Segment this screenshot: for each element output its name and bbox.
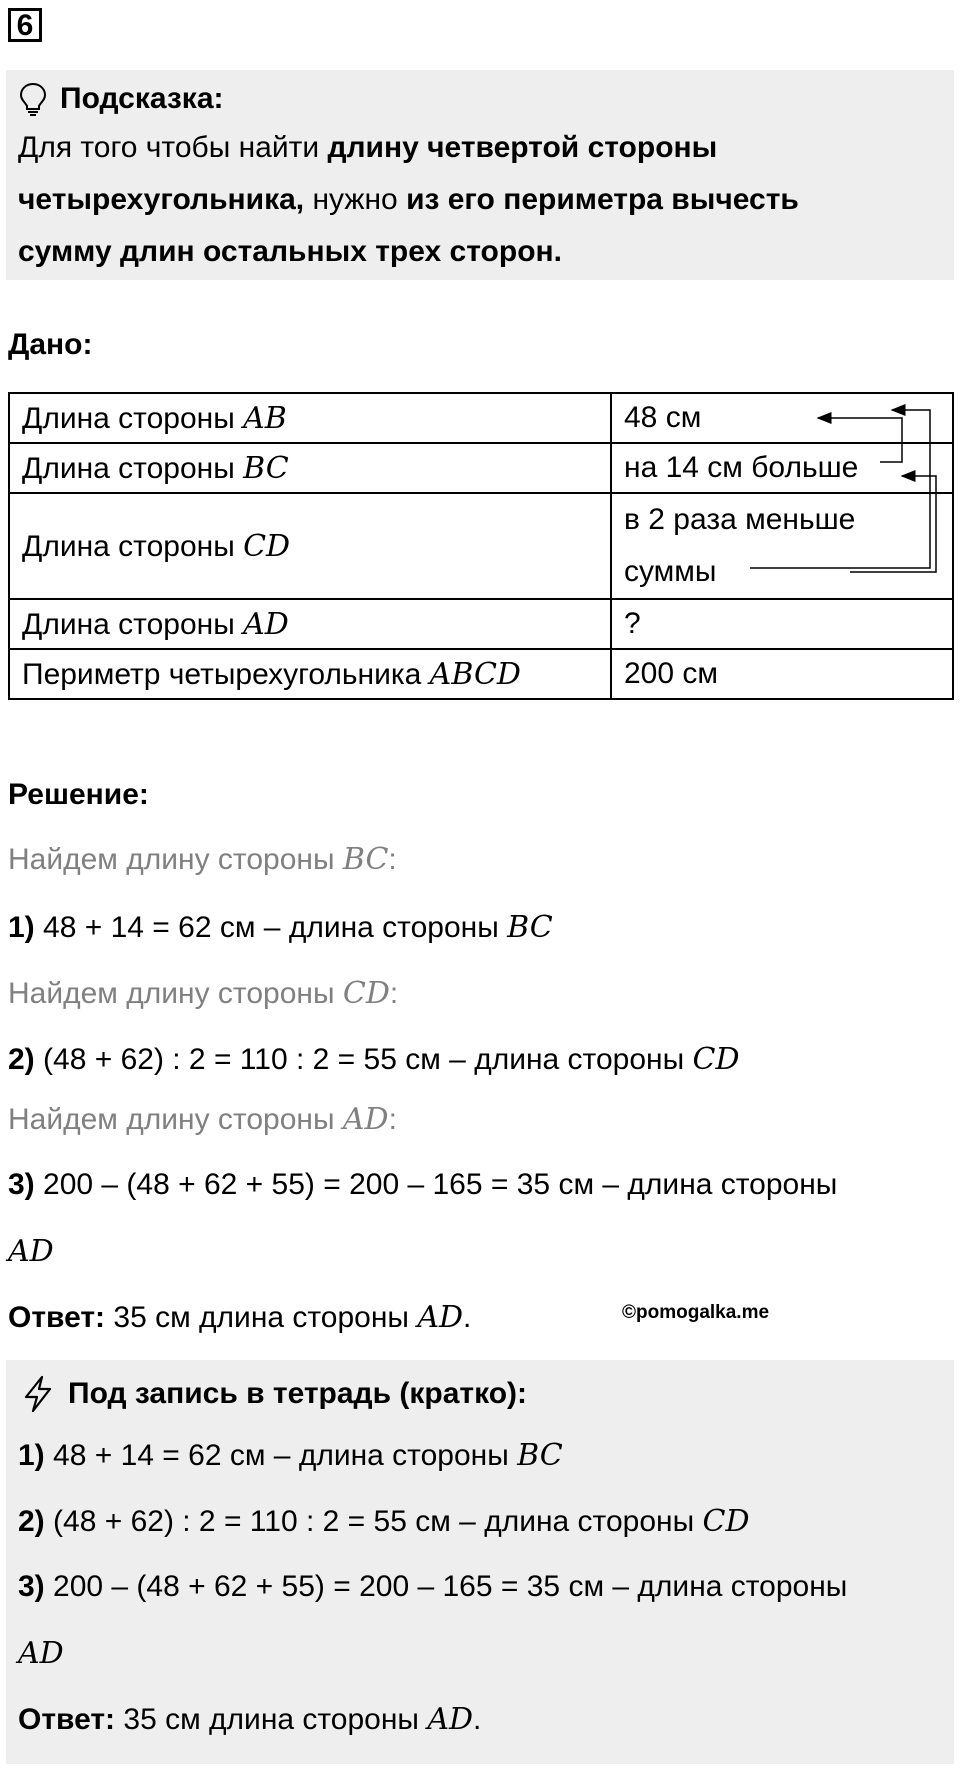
summary-step-3-var: AD — [18, 1636, 64, 1671]
answer-text: 35 см длина стороны — [105, 1301, 418, 1334]
answer-period: . — [463, 1301, 472, 1334]
summary-answer — [18, 1702, 481, 1737]
arrow-bc-to-ab — [818, 418, 902, 462]
summary-step-3-text: 200 – (48 + 62 + 55) = 200 – 165 = 35 см – длина стороны — [44, 1570, 848, 1603]
find-cd-text: Найдем длину стороны — [8, 977, 343, 1010]
summary-title: Под запись в тетрадь (кратко): — [68, 1377, 528, 1410]
solution-title: Решение: — [8, 778, 149, 811]
summary-step-1-text: 48 + 14 = 62 см – длина стороны — [44, 1439, 518, 1472]
step-2-text: (48 + 62) : 2 = 110 : 2 = 55 см – длина стороны — [34, 1043, 693, 1076]
hint-line1-pre: Для того чтобы найти — [18, 131, 328, 164]
find-cd-line — [8, 976, 398, 1011]
find-bc-var: BC — [342, 842, 389, 877]
hint-line3-bold: сумму длин остальных трех сторон. — [18, 235, 562, 268]
find-bc-colon: : — [388, 843, 397, 876]
row-label: Длина стороны — [22, 401, 244, 435]
table-cell: 200 см — [611, 649, 953, 699]
row-var: ABCD — [429, 656, 521, 692]
summary-step-1-num: 1) — [18, 1439, 45, 1472]
find-ad-var: AD — [342, 1102, 389, 1137]
summary-answer-var: AD — [427, 1702, 474, 1737]
step-3-num: 3) — [8, 1168, 35, 1201]
find-ad-colon: : — [388, 1103, 397, 1136]
table-cell: на 14 см больше — [611, 443, 953, 493]
find-ad-line — [8, 1102, 397, 1137]
summary-step-3 — [18, 1570, 847, 1604]
summary-answer-text: 35 см длина стороны — [115, 1703, 428, 1736]
row-label: Длина стороны — [22, 529, 244, 563]
hint-line1-bold: длину четвертой стороны — [327, 131, 718, 164]
lightning-icon — [18, 1374, 58, 1414]
row-var: BC — [243, 450, 289, 486]
find-bc-text: Найдем длину стороны — [8, 843, 343, 876]
row-value-line2: суммы — [624, 555, 717, 588]
step-2-var: CD — [692, 1042, 740, 1077]
summary-box — [6, 1360, 954, 1764]
reference-arrows — [0, 0, 960, 720]
row-var: CD — [243, 528, 291, 564]
table-cell: 48 см — [611, 393, 953, 443]
step-3 — [8, 1168, 837, 1202]
row-label: Длина стороны — [22, 451, 244, 485]
arrow-sum-to-ab — [750, 410, 930, 568]
summary-step-2-text: (48 + 62) : 2 = 110 : 2 = 55 см – длина стороны — [44, 1505, 703, 1538]
summary-step-2-num: 2) — [18, 1505, 45, 1538]
given-title: Дано: — [8, 328, 93, 361]
find-ad-text: Найдем длину стороны — [8, 1103, 343, 1136]
hint-line2-bold-a: четырехугольника, — [18, 183, 305, 216]
summary-answer-label: Ответ: — [18, 1703, 116, 1736]
answer — [8, 1300, 471, 1335]
find-cd-var: CD — [342, 976, 390, 1011]
summary-step-3-num: 3) — [18, 1570, 45, 1603]
step-1 — [8, 910, 553, 945]
task-number: 6 — [8, 8, 42, 42]
copyright: ©pomogalka.me — [622, 1302, 770, 1323]
summary-title-row — [18, 1374, 527, 1414]
row-value-line1: в 2 раза меньше — [624, 503, 856, 536]
arrow-sum-to-bc — [850, 476, 936, 572]
summary-answer-period: . — [473, 1703, 482, 1736]
hint-line2-bold-b: из его периметра вычесть — [406, 183, 799, 216]
step-1-num: 1) — [8, 911, 35, 944]
summary-step-2-var: CD — [702, 1504, 750, 1539]
hint-title: Подсказка: — [60, 82, 224, 115]
step-3-text: 200 – (48 + 62 + 55) = 200 – 165 = 35 см – длина стороны — [34, 1168, 838, 1201]
row-var: AB — [243, 400, 287, 436]
step-2-num: 2) — [8, 1043, 35, 1076]
summary-step-2 — [18, 1504, 750, 1539]
step-1-var: BC — [507, 910, 553, 945]
summary-step-1-var: BC — [517, 1438, 563, 1473]
step-3-var: AD — [8, 1234, 54, 1269]
row-label: Периметр четырехугольника — [22, 657, 430, 691]
row-var: AD — [243, 606, 289, 642]
row-label: Длина стороны — [22, 607, 244, 641]
step-1-text: 48 + 14 = 62 см – длина стороны — [34, 911, 508, 944]
table-cell: ? — [611, 599, 953, 649]
step-2 — [8, 1042, 740, 1077]
hint-line2-mid: нужно — [304, 183, 407, 216]
answer-var: AD — [417, 1300, 464, 1335]
find-cd-colon: : — [389, 977, 399, 1010]
find-bc-line — [8, 842, 397, 877]
summary-step-1 — [18, 1438, 563, 1473]
answer-label: Ответ: — [8, 1301, 106, 1334]
